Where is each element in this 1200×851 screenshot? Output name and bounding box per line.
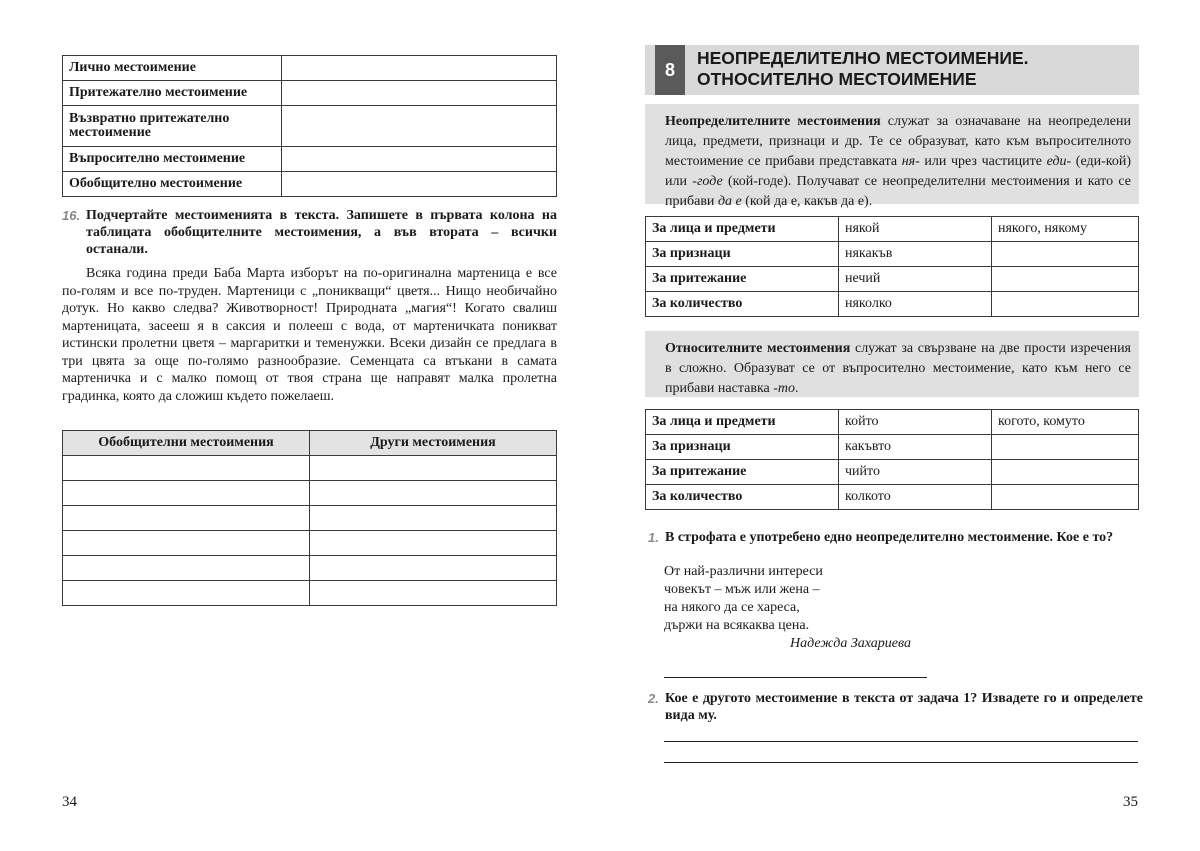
answer-cell[interactable] <box>992 267 1139 292</box>
answer-cell[interactable] <box>282 106 557 147</box>
answer-cell[interactable] <box>310 506 557 531</box>
category-cell: За признаци <box>646 242 839 267</box>
poem-stanza <box>664 563 823 635</box>
answer-cell[interactable] <box>992 435 1139 460</box>
indefinite-pronouns-table <box>645 216 1139 317</box>
answer-cell[interactable] <box>282 81 557 106</box>
table-row <box>63 56 557 81</box>
definition-text: (еди-кой) или <box>665 154 1132 189</box>
poem-line: държи на всякаква цена. <box>664 618 810 633</box>
row-label: Обобщително местоимение <box>63 172 282 197</box>
column-header: Обобщителни местоимения <box>63 431 310 456</box>
answer-cell[interactable] <box>63 531 310 556</box>
table-row <box>646 242 1139 267</box>
answer-cell[interactable] <box>310 556 557 581</box>
table-row <box>63 81 557 106</box>
definition-text: или чрез частиците <box>919 154 1047 169</box>
answer-cell[interactable] <box>63 581 310 606</box>
definition-italic: -то <box>773 381 796 396</box>
table-row <box>63 172 557 197</box>
table-row <box>63 106 557 147</box>
answer-cell[interactable] <box>282 147 557 172</box>
row-label: Притежателно местоимение <box>63 81 282 106</box>
lesson-title-line2: ОТНОСИТЕЛНО МЕСТОИМЕНИЕ <box>697 69 977 89</box>
term: Неопределителните местоимения <box>665 114 881 129</box>
definition-text: . <box>795 381 799 396</box>
answer-cell[interactable] <box>63 456 310 481</box>
answer-cell[interactable] <box>63 506 310 531</box>
row-label: Лично местоимение <box>63 56 282 81</box>
task-instruction: В строфата е употребено едно неопределително местоимение. Кое е то? <box>665 530 1114 545</box>
table-row <box>646 217 1139 242</box>
table-row <box>646 267 1139 292</box>
table-row <box>63 481 557 506</box>
task-number: 2. <box>648 691 659 706</box>
answer-line[interactable] <box>664 762 1138 763</box>
lesson-title-line1: НЕОПРЕДЕЛИТЕЛНО МЕСТОИМЕНИЕ. <box>697 48 1029 68</box>
table-row <box>63 556 557 581</box>
category-cell: За количество <box>646 292 839 317</box>
table-row <box>63 506 557 531</box>
definition-italic: да е <box>717 194 742 209</box>
poem-line: От най-различни интереси <box>664 564 823 579</box>
row-label: Въпросително местоимение <box>63 147 282 172</box>
example-cell: някой <box>839 217 992 242</box>
task-2 <box>648 690 1143 724</box>
table-row <box>63 456 557 481</box>
answer-cell[interactable] <box>992 292 1139 317</box>
answer-line[interactable] <box>664 677 927 678</box>
answer-cell[interactable] <box>310 481 557 506</box>
example-cell: какъвто <box>839 435 992 460</box>
answer-cell[interactable] <box>282 56 557 81</box>
answer-split-table <box>62 430 557 606</box>
task-instruction: Подчертайте местоименията в текста. Запишете в първата колона на таблицата обобщителните местоимения, а във втората – всички останали. <box>86 208 557 257</box>
answer-cell[interactable]: когото, комуто <box>992 410 1139 435</box>
table-header-row <box>63 431 557 456</box>
term: Относителните местоимения <box>665 341 851 356</box>
category-cell: За лица и предмети <box>646 217 839 242</box>
example-cell: няколко <box>839 292 992 317</box>
indefinite-definition-box <box>645 104 1139 209</box>
poem-author: Надежда Захариева <box>790 636 911 651</box>
relative-pronouns-table <box>645 409 1139 510</box>
answer-line[interactable] <box>664 741 1138 742</box>
answer-cell[interactable] <box>992 242 1139 267</box>
table-row <box>63 581 557 606</box>
answer-cell[interactable] <box>310 531 557 556</box>
relative-definition-box <box>645 331 1139 397</box>
answer-cell[interactable] <box>63 556 310 581</box>
table-row <box>646 410 1139 435</box>
example-cell: колкото <box>839 485 992 510</box>
answer-cell[interactable] <box>992 485 1139 510</box>
task-paragraph: Всяка година преди Баба Марта изборът на по-оригинална мартеница е все по-голям и все по-труден. Мартеници с „поникващи“ цветя... Нищо необичайно дотук. Но какво следва? Животворност! Природната „магия“! Когато свалиш мартеницата, засееш я в саксия и полееш с вода, от мартеничката поникват истински пролетни цветя – маргаритки и теменужки. Всеки дизайн се предлага в три цвята за още по-голямо разнообразие. Семенцата са втъкани в самата мартеничка и с малко помощ от твоя страна ще направят малка пролетна градинка, която да сложиш където пожелаеш. <box>62 266 557 404</box>
row-label: Възвратно притежателно местоимение <box>63 106 282 147</box>
lesson-number: 8 <box>655 45 685 95</box>
example-cell: чийто <box>839 460 992 485</box>
answer-cell[interactable] <box>282 172 557 197</box>
task-number: 16. <box>62 208 81 223</box>
answer-cell[interactable] <box>63 481 310 506</box>
table-row <box>646 460 1139 485</box>
definition-italic: еди- <box>1046 154 1072 169</box>
task-1 <box>648 529 1143 546</box>
task-instruction: Кое е другото местоимение в текста от задача 1? Извадете го и определете вида му. <box>665 691 1143 723</box>
example-cell: някакъв <box>839 242 992 267</box>
category-cell: За количество <box>646 485 839 510</box>
poem-line: човекът – мъж или жена – <box>664 582 820 597</box>
answer-cell[interactable] <box>992 460 1139 485</box>
definition-text: (кой да е, какъв да е). <box>741 194 873 209</box>
category-cell: За притежание <box>646 267 839 292</box>
page-number: 35 <box>1123 794 1138 810</box>
table-row <box>63 531 557 556</box>
definition-text: служат за свързване на две прости изречения в сложно. Образуват се от въпросително местоимение, като към него се прибави наставка <box>665 341 1131 396</box>
table-row <box>646 292 1139 317</box>
category-cell: За притежание <box>646 460 839 485</box>
lesson-title <box>697 48 1029 90</box>
column-header: Други местоимения <box>310 431 557 456</box>
answer-cell[interactable]: някого, някому <box>992 217 1139 242</box>
definition-text: (кой-годе). Получават се неопределителни местоимения и като се прибави <box>665 174 1131 209</box>
table-row <box>646 435 1139 460</box>
poem-line: на някого да се хареса, <box>664 600 800 615</box>
answer-cell[interactable] <box>310 456 557 481</box>
definition-italic: ня- <box>901 154 920 169</box>
category-cell: За лица и предмети <box>646 410 839 435</box>
pronoun-types-table <box>62 55 557 197</box>
category-cell: За признаци <box>646 435 839 460</box>
answer-cell[interactable] <box>310 581 557 606</box>
table-row <box>63 147 557 172</box>
definition-italic: -годе <box>692 174 723 189</box>
example-cell: който <box>839 410 992 435</box>
definition-text: служат за означаване на неопределени лица, предмети, признаци и др. Те се образуват, като към въпросителното местоимение се прибави представката <box>665 114 1131 169</box>
task-number: 1. <box>648 530 659 545</box>
table-row <box>646 485 1139 510</box>
page-number: 34 <box>62 794 77 810</box>
task-16 <box>62 207 557 258</box>
example-cell: нечий <box>839 267 992 292</box>
